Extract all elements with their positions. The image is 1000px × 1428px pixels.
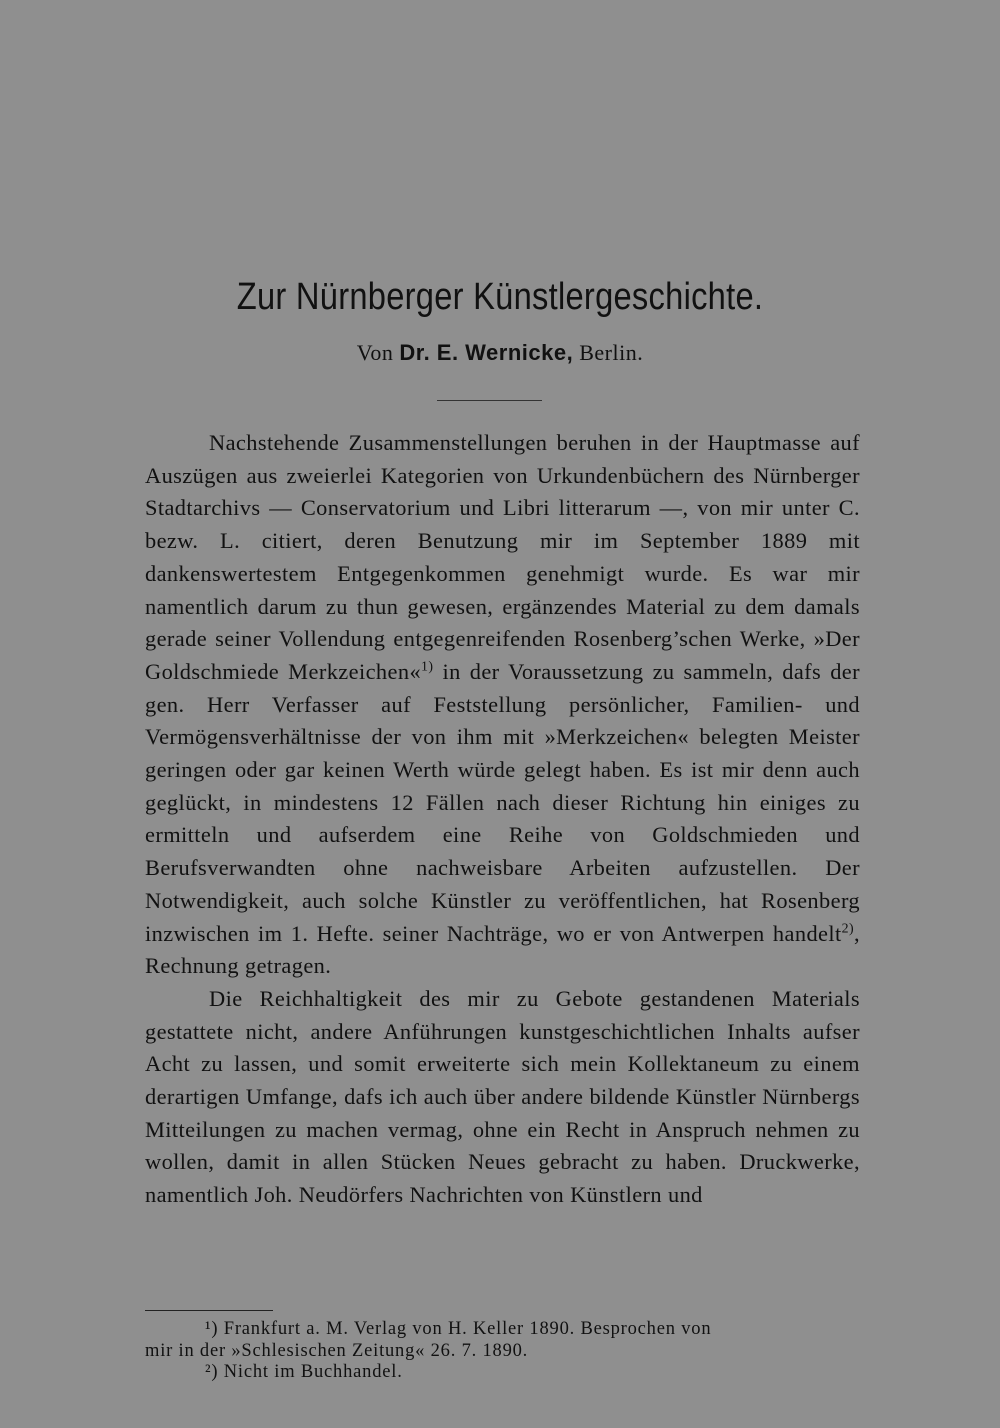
body-text <box>145 427 860 1212</box>
byline <box>0 340 1000 366</box>
paragraph-text: Nachstehende Zusammenstellungen beruhen in der Hauptmasse auf Auszügen aus zweierlei Kategorien von Urkundenbüchern des Nürnberger Stadtarchivs — Conservatorium und Libri litterarum —, von mir unter C. bezw. L. citiert, deren Benutzung mir im September 1889 mit dankenswertestem Entgegenkommen genehmigt wurde. Es war mir namentlich darum zu thun gewesen, ergänzendes Material zu dem damals gerade seiner Vollendung entgegenreifenden Rosenberg’schen Werke, »Der Goldschmiede Merkzeichen« <box>145 430 860 684</box>
paragraph-text: Die Reichhaltigkeit des mir zu Gebote gestandenen Materials gestattete nicht, andere Anführungen kunstgeschichtlichen Inhalts aufser Acht zu lassen, und somit erweiterte sich mein Kollektaneum zu einem derartigen Umfange, dafs ich auch über andere bildende Künstler Nürnbergs Mitteilungen zu machen vermag, ohne ein Recht in Anspruch nehmen zu wollen, damit in allen Stücken Neues gebracht zu haben. Druckwerke, namentlich Joh. Neudörfers Nachrichten von Künstlern und <box>145 985 860 1208</box>
body-paragraph <box>145 427 860 983</box>
byline-place: Berlin. <box>579 340 644 365</box>
footnote-mark: ²) <box>205 1362 219 1382</box>
page-title: Zur Nürnberger Künstlergeschichte. <box>236 276 764 318</box>
byline-prefix: Von <box>356 340 394 365</box>
byline-author: Dr. E. Wernicke, <box>399 340 574 365</box>
footnote-reference: 2) <box>841 921 854 937</box>
footnote-reference: 1) <box>421 659 434 675</box>
footnotes <box>145 1319 860 1384</box>
footnote-text: Frankfurt a. M. Verlag von H. Keller 1890. Besprochen von <box>223 1319 712 1339</box>
footnote-text: Nicht im Buchhandel. <box>223 1362 403 1382</box>
footnote <box>145 1319 860 1341</box>
footnote-text: mir in der »Schlesischen Zeitung« 26. 7. 1890. <box>145 1340 529 1361</box>
footnote <box>145 1362 860 1384</box>
title-ornament-rule <box>437 400 542 401</box>
footnote-mark: ¹) <box>205 1319 219 1339</box>
paragraph-text: , Rechnung getragen. <box>145 920 860 979</box>
body-paragraph <box>145 983 860 1212</box>
paragraph-text: in der Voraussetzung zu sammeln, dafs der gen. Herr Verfasser auf Feststellung persönlicher, Familien- und Vermögensverhältnisse der von ihm mit »Merkzeichen« belegten Meister geringen oder gar keinen Werth würde gelegt haben. Es ist mir denn auch geglückt, in mindestens 12 Fällen nach dieser Richtung hin einiges zu ermitteln und aufserdem eine Reihe von Goldschmieden und Berufsverwandten ohne nachweisbare Arbeiten aufzustellen. Der Notwendigkeit, auch solche Künstler zu veröffentlichen, hat Rosenberg inzwischen im 1. Hefte. seiner Nachträge, wo er von Antwerpen handelt <box>145 658 860 946</box>
footnote-rule <box>145 1310 273 1311</box>
